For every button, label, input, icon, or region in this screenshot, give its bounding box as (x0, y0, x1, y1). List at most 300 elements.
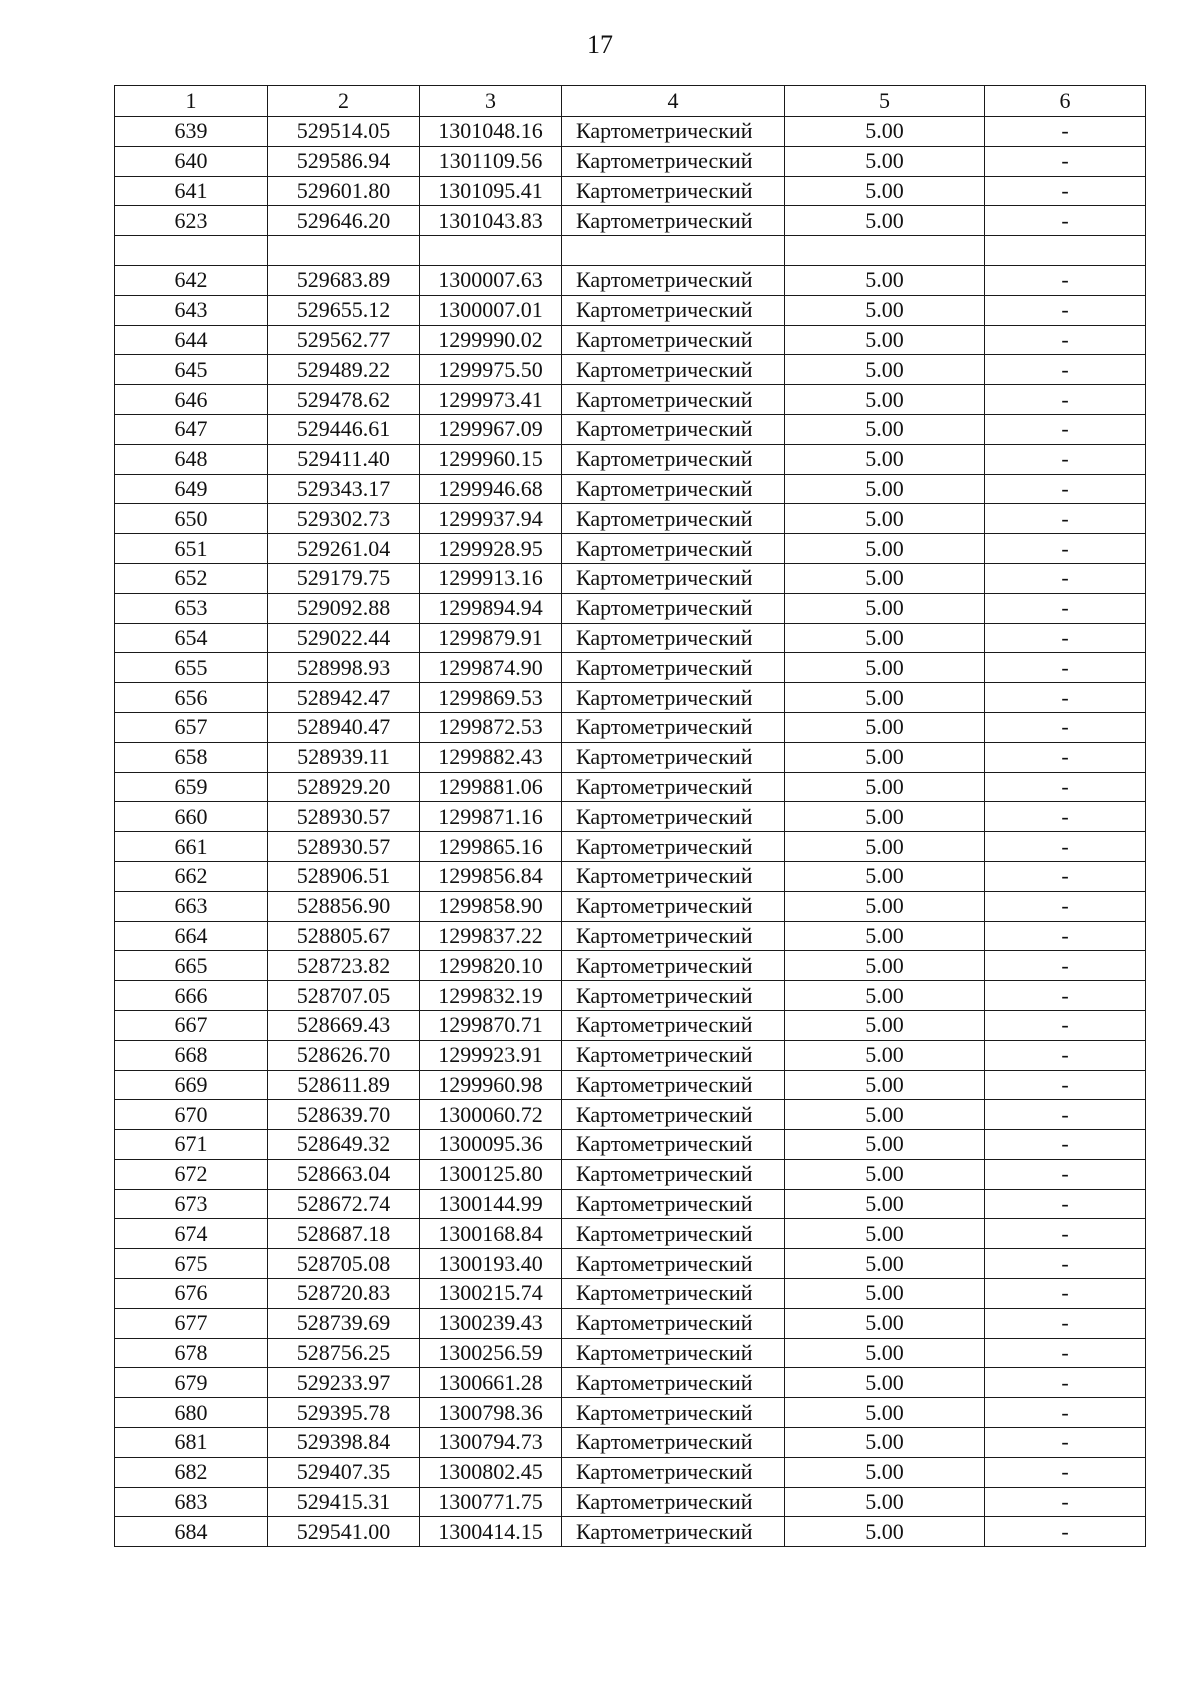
cell-method: Картометрический (562, 951, 785, 981)
cell-method: Картометрический (562, 504, 785, 534)
cell-accuracy: 5.00 (785, 1130, 985, 1160)
table-row (115, 981, 1146, 1011)
cell-accuracy: 5.00 (785, 1249, 985, 1279)
cell-x-coordinate: 528723.82 (268, 951, 420, 981)
cell-point-number (115, 236, 268, 266)
cell-accuracy: 5.00 (785, 623, 985, 653)
cell-description: - (985, 1487, 1146, 1517)
table-row (115, 534, 1146, 564)
cell-description: - (985, 802, 1146, 832)
cell-x-coordinate: 528705.08 (268, 1249, 420, 1279)
table-row (115, 742, 1146, 772)
cell-accuracy: 5.00 (785, 832, 985, 862)
cell-y-coordinate: 1299882.43 (420, 742, 562, 772)
cell-y-coordinate: 1299881.06 (420, 772, 562, 802)
cell-x-coordinate: 529514.05 (268, 117, 420, 147)
cell-y-coordinate: 1299869.53 (420, 683, 562, 713)
cell-y-coordinate: 1299973.41 (420, 385, 562, 415)
cell-y-coordinate: 1300095.36 (420, 1130, 562, 1160)
cell-x-coordinate (268, 236, 420, 266)
cell-method: Картометрический (562, 325, 785, 355)
cell-description: - (985, 146, 1146, 176)
cell-method: Картометрический (562, 1249, 785, 1279)
cell-point-number: 643 (115, 295, 268, 325)
cell-method: Картометрический (562, 1368, 785, 1398)
cell-y-coordinate: 1299928.95 (420, 534, 562, 564)
cell-accuracy: 5.00 (785, 683, 985, 713)
header-row (115, 86, 1146, 117)
table-row (115, 1070, 1146, 1100)
cell-y-coordinate: 1300802.45 (420, 1457, 562, 1487)
cell-method: Картометрический (562, 1517, 785, 1547)
cell-method: Картометрический (562, 146, 785, 176)
cell-accuracy: 5.00 (785, 921, 985, 951)
table-row (115, 1040, 1146, 1070)
page-number: 17 (587, 30, 613, 59)
cell-x-coordinate: 528756.25 (268, 1338, 420, 1368)
cell-point-number: 623 (115, 206, 268, 236)
cell-point-number: 640 (115, 146, 268, 176)
cell-accuracy: 5.00 (785, 1398, 985, 1428)
cell-x-coordinate: 528626.70 (268, 1040, 420, 1070)
table-row (115, 1159, 1146, 1189)
cell-point-number: 665 (115, 951, 268, 981)
table-row (115, 1457, 1146, 1487)
cell-x-coordinate: 529562.77 (268, 325, 420, 355)
cell-x-coordinate: 529489.22 (268, 355, 420, 385)
cell-y-coordinate: 1299894.94 (420, 593, 562, 623)
cell-x-coordinate: 529302.73 (268, 504, 420, 534)
cell-description: - (985, 1189, 1146, 1219)
cell-y-coordinate: 1300256.59 (420, 1338, 562, 1368)
cell-description: - (985, 981, 1146, 1011)
cell-method: Картометрический (562, 1100, 785, 1130)
cell-method: Картометрический (562, 623, 785, 653)
cell-description: - (985, 504, 1146, 534)
cell-method: Картометрический (562, 981, 785, 1011)
cell-description: - (985, 891, 1146, 921)
cell-description: - (985, 1130, 1146, 1160)
cell-description: - (985, 653, 1146, 683)
cell-method: Картометрический (562, 921, 785, 951)
table-row (115, 1279, 1146, 1309)
table-row (115, 1428, 1146, 1458)
cell-accuracy: 5.00 (785, 504, 985, 534)
table-row (115, 117, 1146, 147)
cell-point-number: 682 (115, 1457, 268, 1487)
cell-accuracy: 5.00 (785, 1279, 985, 1309)
cell-point-number: 642 (115, 265, 268, 295)
cell-description: - (985, 772, 1146, 802)
cell-point-number: 657 (115, 712, 268, 742)
cell-point-number: 654 (115, 623, 268, 653)
cell-description: - (985, 474, 1146, 504)
cell-accuracy: 5.00 (785, 802, 985, 832)
cell-method: Картометрический (562, 832, 785, 862)
cell-y-coordinate: 1299856.84 (420, 861, 562, 891)
cell-point-number: 669 (115, 1070, 268, 1100)
cell-x-coordinate: 528649.32 (268, 1130, 420, 1160)
cell-method (562, 236, 785, 266)
cell-accuracy: 5.00 (785, 414, 985, 444)
cell-accuracy (785, 236, 985, 266)
cell-description: - (985, 176, 1146, 206)
cell-point-number: 649 (115, 474, 268, 504)
table-row (115, 1249, 1146, 1279)
cell-y-coordinate: 1299858.90 (420, 891, 562, 921)
cell-description: - (985, 593, 1146, 623)
cell-accuracy: 5.00 (785, 1070, 985, 1100)
cell-x-coordinate: 528663.04 (268, 1159, 420, 1189)
cell-description: - (985, 861, 1146, 891)
table-row (115, 802, 1146, 832)
cell-accuracy: 5.00 (785, 176, 985, 206)
cell-method: Картометрический (562, 206, 785, 236)
cell-description: - (985, 355, 1146, 385)
table-row (115, 1308, 1146, 1338)
table-row (115, 1100, 1146, 1130)
table-row (115, 593, 1146, 623)
cell-y-coordinate: 1300007.01 (420, 295, 562, 325)
cell-point-number: 675 (115, 1249, 268, 1279)
cell-point-number: 679 (115, 1368, 268, 1398)
cell-method: Картометрический (562, 1159, 785, 1189)
cell-y-coordinate: 1300060.72 (420, 1100, 562, 1130)
cell-description: - (985, 1040, 1146, 1070)
cell-x-coordinate: 529415.31 (268, 1487, 420, 1517)
cell-method: Картометрический (562, 1487, 785, 1517)
cell-x-coordinate: 529478.62 (268, 385, 420, 415)
cell-method: Картометрический (562, 1308, 785, 1338)
column-header-4: 4 (562, 86, 785, 117)
cell-y-coordinate: 1299913.16 (420, 563, 562, 593)
cell-method: Картометрический (562, 414, 785, 444)
cell-x-coordinate: 529683.89 (268, 265, 420, 295)
cell-description: - (985, 623, 1146, 653)
cell-accuracy: 5.00 (785, 1308, 985, 1338)
cell-point-number: 660 (115, 802, 268, 832)
cell-x-coordinate: 529398.84 (268, 1428, 420, 1458)
table-row (115, 772, 1146, 802)
table-row (115, 1219, 1146, 1249)
cell-method: Картометрический (562, 653, 785, 683)
cell-description: - (985, 832, 1146, 862)
cell-accuracy: 5.00 (785, 1189, 985, 1219)
cell-description: - (985, 1338, 1146, 1368)
cell-x-coordinate: 529092.88 (268, 593, 420, 623)
cell-x-coordinate: 529446.61 (268, 414, 420, 444)
cell-point-number: 641 (115, 176, 268, 206)
cell-accuracy: 5.00 (785, 653, 985, 683)
table-row (115, 146, 1146, 176)
cell-x-coordinate: 529179.75 (268, 563, 420, 593)
cell-x-coordinate: 529407.35 (268, 1457, 420, 1487)
cell-method: Картометрический (562, 1219, 785, 1249)
cell-x-coordinate: 528739.69 (268, 1308, 420, 1338)
cell-method: Картометрический (562, 534, 785, 564)
cell-method: Картометрический (562, 1010, 785, 1040)
cell-description: - (985, 1428, 1146, 1458)
table-row (115, 1368, 1146, 1398)
cell-y-coordinate: 1299946.68 (420, 474, 562, 504)
cell-point-number: 645 (115, 355, 268, 385)
cell-description: - (985, 206, 1146, 236)
cell-y-coordinate: 1300239.43 (420, 1308, 562, 1338)
cell-point-number: 663 (115, 891, 268, 921)
cell-method: Картометрический (562, 802, 785, 832)
cell-method: Картометрический (562, 1130, 785, 1160)
cell-x-coordinate: 528672.74 (268, 1189, 420, 1219)
table-row (115, 563, 1146, 593)
cell-method: Картометрический (562, 563, 785, 593)
cell-y-coordinate: 1299960.15 (420, 444, 562, 474)
cell-x-coordinate: 528906.51 (268, 861, 420, 891)
cell-y-coordinate (420, 236, 562, 266)
cell-x-coordinate: 528856.90 (268, 891, 420, 921)
table-row (115, 653, 1146, 683)
cell-description: - (985, 1010, 1146, 1040)
cell-point-number: 647 (115, 414, 268, 444)
cell-point-number: 674 (115, 1219, 268, 1249)
cell-accuracy: 5.00 (785, 1010, 985, 1040)
column-header-5: 5 (785, 86, 985, 117)
cell-x-coordinate: 528930.57 (268, 832, 420, 862)
cell-description: - (985, 951, 1146, 981)
cell-method: Картометрический (562, 1457, 785, 1487)
cell-y-coordinate: 1300007.63 (420, 265, 562, 295)
column-header-6: 6 (985, 86, 1146, 117)
cell-accuracy: 5.00 (785, 355, 985, 385)
cell-x-coordinate: 528687.18 (268, 1219, 420, 1249)
column-header-2: 2 (268, 86, 420, 117)
cell-method: Картометрический (562, 712, 785, 742)
cell-accuracy: 5.00 (785, 265, 985, 295)
cell-y-coordinate: 1301109.56 (420, 146, 562, 176)
table-row (115, 206, 1146, 236)
cell-y-coordinate: 1299874.90 (420, 653, 562, 683)
cell-method: Картометрический (562, 1428, 785, 1458)
coordinates-table (114, 85, 1146, 1547)
cell-y-coordinate: 1299923.91 (420, 1040, 562, 1070)
cell-description: - (985, 1219, 1146, 1249)
cell-y-coordinate: 1299837.22 (420, 921, 562, 951)
cell-y-coordinate: 1300215.74 (420, 1279, 562, 1309)
cell-x-coordinate: 528930.57 (268, 802, 420, 832)
cell-x-coordinate: 528929.20 (268, 772, 420, 802)
table-row (115, 1398, 1146, 1428)
table-row (115, 891, 1146, 921)
cell-accuracy: 5.00 (785, 891, 985, 921)
table-row (115, 1010, 1146, 1040)
cell-point-number: 658 (115, 742, 268, 772)
cell-method: Картометрический (562, 385, 785, 415)
cell-point-number: 661 (115, 832, 268, 862)
cell-x-coordinate: 528998.93 (268, 653, 420, 683)
cell-point-number: 683 (115, 1487, 268, 1517)
cell-point-number: 651 (115, 534, 268, 564)
cell-description: - (985, 1457, 1146, 1487)
table-row (115, 951, 1146, 981)
cell-y-coordinate: 1299832.19 (420, 981, 562, 1011)
cell-description: - (985, 1368, 1146, 1398)
cell-point-number: 646 (115, 385, 268, 415)
cell-description: - (985, 325, 1146, 355)
cell-method: Картометрический (562, 1398, 785, 1428)
cell-y-coordinate: 1299872.53 (420, 712, 562, 742)
cell-point-number: 668 (115, 1040, 268, 1070)
cell-x-coordinate: 529541.00 (268, 1517, 420, 1547)
cell-y-coordinate: 1301043.83 (420, 206, 562, 236)
cell-x-coordinate: 529261.04 (268, 534, 420, 564)
cell-y-coordinate: 1299967.09 (420, 414, 562, 444)
cell-description: - (985, 742, 1146, 772)
cell-x-coordinate: 529586.94 (268, 146, 420, 176)
table-row (115, 1338, 1146, 1368)
cell-y-coordinate: 1300794.73 (420, 1428, 562, 1458)
cell-accuracy: 5.00 (785, 1368, 985, 1398)
table-row (115, 1487, 1146, 1517)
cell-accuracy: 5.00 (785, 206, 985, 236)
cell-y-coordinate: 1299937.94 (420, 504, 562, 534)
cell-accuracy: 5.00 (785, 117, 985, 147)
cell-x-coordinate: 528940.47 (268, 712, 420, 742)
table-row (115, 1517, 1146, 1547)
cell-y-coordinate: 1299990.02 (420, 325, 562, 355)
cell-x-coordinate: 529646.20 (268, 206, 420, 236)
cell-description: - (985, 295, 1146, 325)
cell-accuracy: 5.00 (785, 951, 985, 981)
cell-description: - (985, 921, 1146, 951)
cell-point-number: 655 (115, 653, 268, 683)
cell-point-number: 662 (115, 861, 268, 891)
cell-accuracy: 5.00 (785, 1517, 985, 1547)
cell-x-coordinate: 529022.44 (268, 623, 420, 653)
cell-accuracy: 5.00 (785, 772, 985, 802)
table-row (115, 921, 1146, 951)
cell-y-coordinate: 1301048.16 (420, 117, 562, 147)
cell-method: Картометрический (562, 772, 785, 802)
cell-method: Картометрический (562, 117, 785, 147)
cell-accuracy: 5.00 (785, 1159, 985, 1189)
table-row (115, 265, 1146, 295)
cell-point-number: 639 (115, 117, 268, 147)
cell-x-coordinate: 528639.70 (268, 1100, 420, 1130)
cell-description: - (985, 444, 1146, 474)
cell-point-number: 659 (115, 772, 268, 802)
cell-x-coordinate: 529601.80 (268, 176, 420, 206)
cell-accuracy: 5.00 (785, 1428, 985, 1458)
cell-method: Картометрический (562, 295, 785, 325)
cell-x-coordinate: 529395.78 (268, 1398, 420, 1428)
cell-accuracy: 5.00 (785, 474, 985, 504)
cell-method: Картометрический (562, 474, 785, 504)
cell-point-number: 652 (115, 563, 268, 593)
cell-x-coordinate: 528611.89 (268, 1070, 420, 1100)
cell-accuracy: 5.00 (785, 385, 985, 415)
cell-y-coordinate: 1300144.99 (420, 1189, 562, 1219)
table-row (115, 176, 1146, 206)
cell-y-coordinate: 1300771.75 (420, 1487, 562, 1517)
cell-y-coordinate: 1300414.15 (420, 1517, 562, 1547)
cell-x-coordinate: 528942.47 (268, 683, 420, 713)
cell-accuracy: 5.00 (785, 534, 985, 564)
cell-y-coordinate: 1301095.41 (420, 176, 562, 206)
cell-point-number: 673 (115, 1189, 268, 1219)
cell-method: Картометрический (562, 265, 785, 295)
cell-point-number: 677 (115, 1308, 268, 1338)
cell-x-coordinate: 528669.43 (268, 1010, 420, 1040)
cell-point-number: 672 (115, 1159, 268, 1189)
cell-y-coordinate: 1299975.50 (420, 355, 562, 385)
cell-method: Картометрический (562, 1279, 785, 1309)
cell-point-number: 653 (115, 593, 268, 623)
cell-x-coordinate: 529655.12 (268, 295, 420, 325)
cell-description: - (985, 1308, 1146, 1338)
cell-accuracy: 5.00 (785, 1338, 985, 1368)
table-row (115, 712, 1146, 742)
table-row (115, 355, 1146, 385)
cell-x-coordinate: 528939.11 (268, 742, 420, 772)
table-body (115, 117, 1146, 1547)
cell-accuracy: 5.00 (785, 742, 985, 772)
cell-method: Картометрический (562, 683, 785, 713)
cell-accuracy: 5.00 (785, 295, 985, 325)
cell-method: Картометрический (562, 444, 785, 474)
table-row (115, 683, 1146, 713)
cell-method: Картометрический (562, 891, 785, 921)
cell-point-number: 676 (115, 1279, 268, 1309)
cell-point-number: 666 (115, 981, 268, 1011)
table-row (115, 1189, 1146, 1219)
cell-y-coordinate: 1300193.40 (420, 1249, 562, 1279)
cell-accuracy: 5.00 (785, 146, 985, 176)
cell-point-number: 644 (115, 325, 268, 355)
cell-description: - (985, 385, 1146, 415)
cell-description: - (985, 534, 1146, 564)
cell-accuracy: 5.00 (785, 325, 985, 355)
cell-x-coordinate: 529343.17 (268, 474, 420, 504)
cell-point-number: 684 (115, 1517, 268, 1547)
cell-y-coordinate: 1299960.98 (420, 1070, 562, 1100)
cell-description: - (985, 1070, 1146, 1100)
cell-description: - (985, 414, 1146, 444)
cell-accuracy: 5.00 (785, 1487, 985, 1517)
column-header-3: 3 (420, 86, 562, 117)
cell-point-number: 667 (115, 1010, 268, 1040)
cell-description: - (985, 712, 1146, 742)
cell-accuracy: 5.00 (785, 444, 985, 474)
table-row (115, 325, 1146, 355)
cell-accuracy: 5.00 (785, 981, 985, 1011)
column-header-1: 1 (115, 86, 268, 117)
cell-x-coordinate: 529411.40 (268, 444, 420, 474)
cell-accuracy: 5.00 (785, 1100, 985, 1130)
cell-description: - (985, 1249, 1146, 1279)
cell-accuracy: 5.00 (785, 1040, 985, 1070)
cell-description: - (985, 265, 1146, 295)
table-row (115, 414, 1146, 444)
cell-x-coordinate: 528805.67 (268, 921, 420, 951)
cell-y-coordinate: 1299879.91 (420, 623, 562, 653)
cell-description: - (985, 683, 1146, 713)
cell-method: Картометрический (562, 1189, 785, 1219)
cell-method: Картометрический (562, 176, 785, 206)
cell-description (985, 236, 1146, 266)
table-row (115, 295, 1146, 325)
cell-point-number: 671 (115, 1130, 268, 1160)
cell-description: - (985, 1398, 1146, 1428)
table-row (115, 623, 1146, 653)
